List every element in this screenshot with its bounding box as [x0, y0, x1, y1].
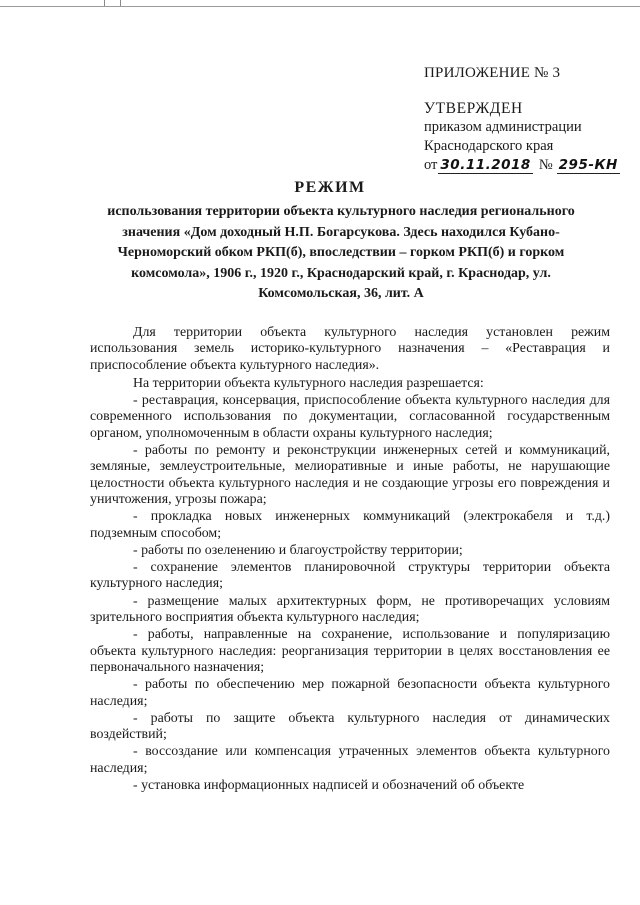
list-item: - прокладка новых инженерных коммуникаций (электрокабеля и т.д.) подземным способом; [90, 509, 610, 541]
approval-block [424, 64, 634, 175]
list-item: - сохранение элементов планировочной структуры территории объекта культурного наследия; [90, 560, 610, 592]
list-item: - работы по защите объекта культурного наследия от динамических воздействий; [90, 710, 610, 743]
handwritten-date: 30.11.2018 [440, 157, 531, 173]
list-item: - работы по озеленению и благоустройству территории; [133, 542, 463, 558]
scan-edge-mark [120, 0, 121, 6]
list-item: - установка информационных надписей и обозначений об объекте [133, 778, 525, 794]
list-item: - работы, направленные на сохранение, использование и популяризацию объекта культурного наследия: реорганизация территории в целях восстановления ее первоначального назначения; [90, 627, 610, 675]
list-item: - воссоздание или компенсация утраченных элементов объекта культурного наследия; [90, 744, 610, 776]
handwritten-number: 295-КН [558, 157, 618, 173]
intro-paragraph: Для территории объекта культурного наследия установлен режим использования земель историко-культурного назначения – «Реставрация и приспособление объекта культурного наследия». [90, 325, 610, 373]
approval-line-2: Краснодарского края [424, 138, 554, 154]
date-prefix: от [424, 157, 438, 173]
document-body [90, 325, 610, 794]
list-item: - размещение малых архитектурных форм, не противоречащих условиям зрительного восприятия объекта культурного наследия; [90, 593, 610, 626]
document-title: РЕЖИМ [294, 179, 366, 196]
scan-edge-mark [104, 0, 105, 6]
approved-heading: УТВЕРЖДЕН [424, 100, 523, 117]
appendix-number: ПРИЛОЖЕНИЕ № 3 [424, 65, 561, 81]
document-subtitle: использования территории объекта культурного наследия регионального значения «Дом доходный Н.П. Богарсукова. Здесь находился Кубано-Черноморский обком РКП(б), впоследствии – горком РКП(б) и горком комсомола», 1906 г., 1920 г., Краснодарский край, г. Краснодар, ул. Комсомольская, 36, лит. А [107, 204, 575, 301]
list-item: - реставрация, консервация, приспособление объекта культурного наследия для современного использования по документации, согласованной государственным органом, уполномоченным в области охраны культурного наследия; [90, 393, 610, 441]
scan-top-edge [0, 6, 640, 8]
list-item: - работы по ремонту и реконструкции инженерных сетей и коммуникаций, земляные, землеустроительные, мелиоративные и иные работы, не нарушающие целостности объекта культурного наследия и не создающие угрозы его повреждения и уничтожения, угрозы пожара; [90, 443, 610, 507]
approval-line-1: приказом администрации [424, 119, 582, 135]
approval-date-line [424, 156, 634, 175]
permitted-heading: На территории объекта культурного наследия разрешается: [133, 375, 484, 391]
number-prefix: № [538, 157, 553, 173]
list-item: - работы по обеспечению мер пожарной безопасности объекта культурного наследия; [90, 677, 610, 709]
